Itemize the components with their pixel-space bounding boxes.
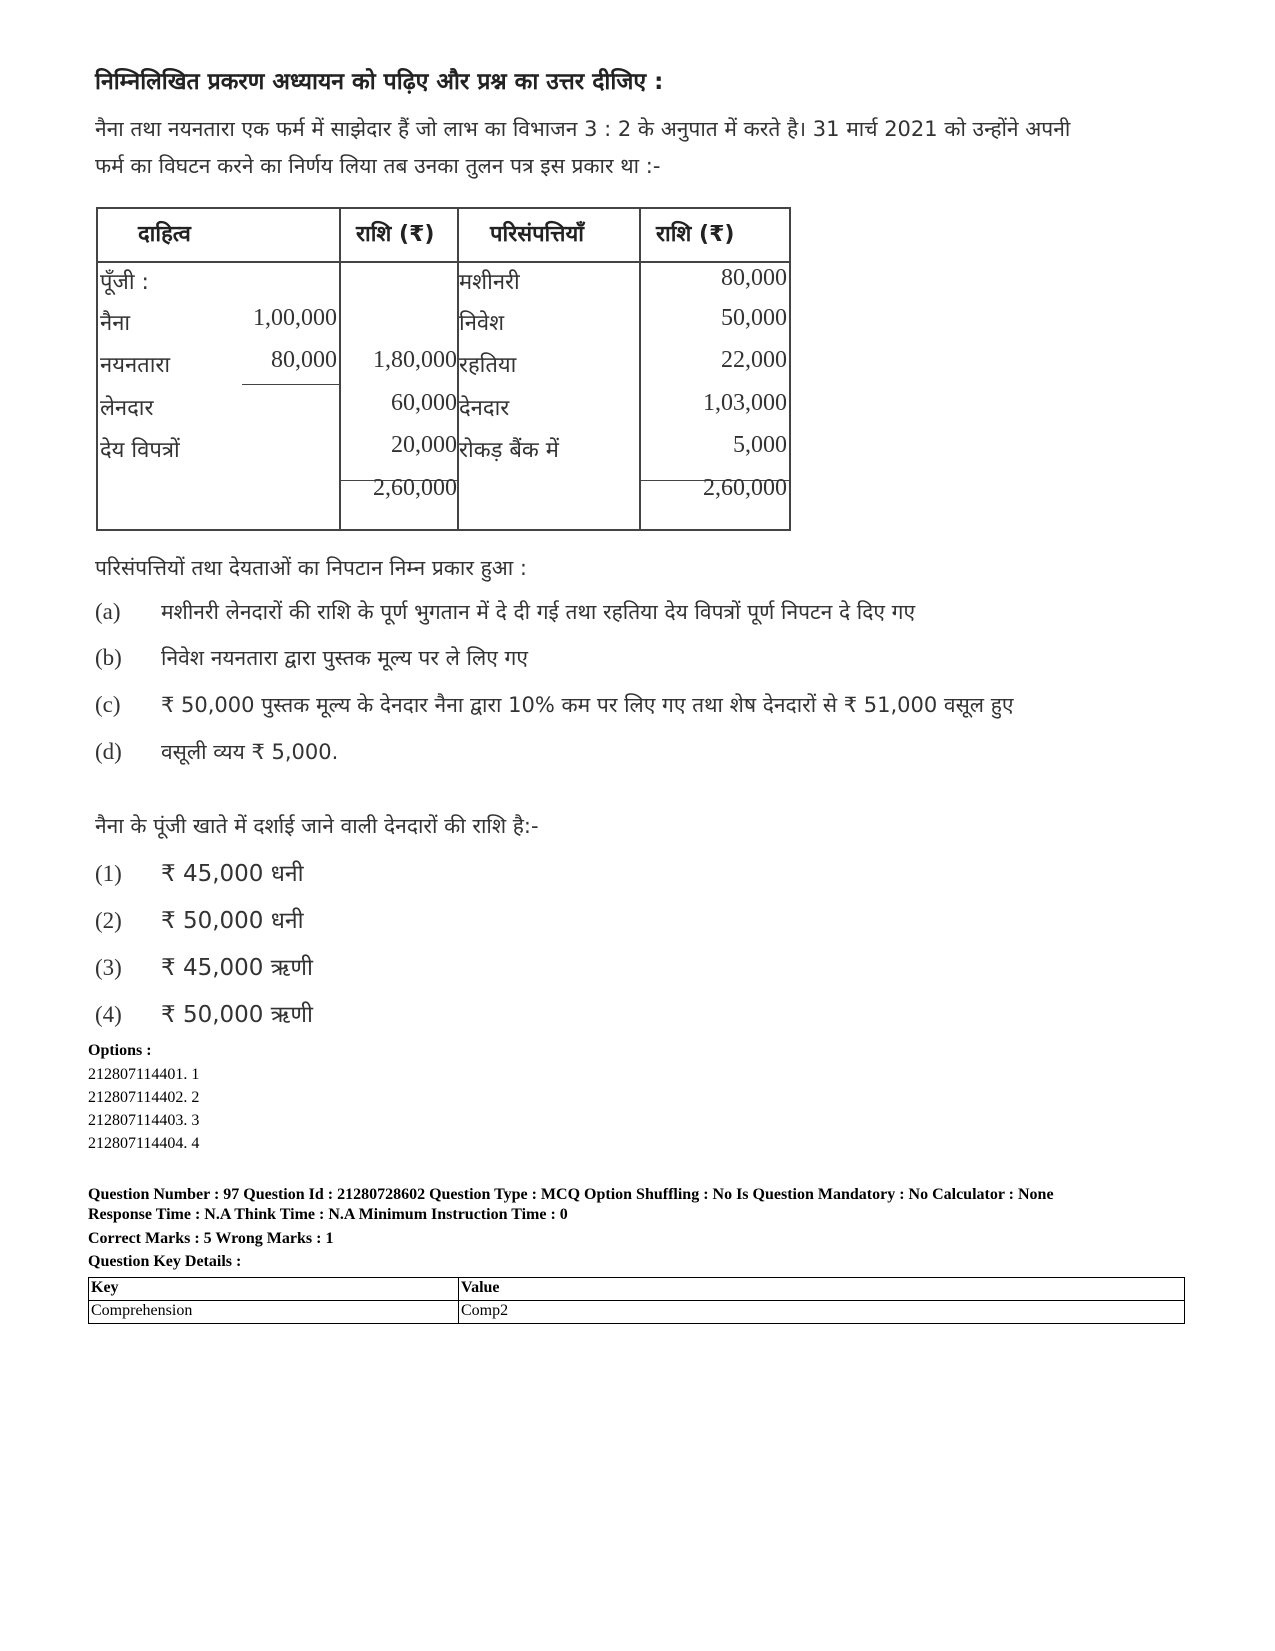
choice-text: ₹ 45,000 ऋणी <box>161 955 313 981</box>
naina-label: नैना <box>100 311 131 336</box>
answer-choice <box>95 950 313 982</box>
choice-label: (1) <box>95 861 122 886</box>
liabilities-total: 2,60,000 <box>373 475 457 501</box>
option-item: 212807114404. 4 <box>88 1135 200 1152</box>
settlement-item <box>95 691 1013 719</box>
key-column-header: Key <box>89 1278 459 1301</box>
choice-text: ₹ 50,000 ऋणी <box>161 1002 313 1028</box>
asset-label: मशीनरी <box>459 270 520 295</box>
value-column-header: Value <box>459 1278 1185 1301</box>
asset-amount: 5,000 <box>733 432 787 458</box>
header-liabilities: दाहित्व <box>138 222 191 247</box>
marks-line: Correct Marks : 5 Wrong Marks : 1 <box>88 1230 334 1247</box>
asset-amount: 22,000 <box>721 347 787 373</box>
nayantara-capital-amount: 80,000 <box>271 347 337 373</box>
item-text: वसूली व्यय ₹ 5,000. <box>161 740 339 764</box>
asset-amount: 50,000 <box>721 305 787 331</box>
key-details-heading: Question Key Details : <box>88 1253 242 1270</box>
asset-label: रहतिया <box>459 353 517 378</box>
capital-label: पूँजी : <box>100 270 149 295</box>
item-text: निवेश नयनतारा द्वारा पुस्तक मूल्य पर ले लिए गए <box>161 646 528 670</box>
item-label: (c) <box>95 692 121 717</box>
choice-text: ₹ 45,000 धनी <box>161 861 304 887</box>
settlement-item <box>95 598 915 626</box>
case-intro-line-2: फर्म का विघटन करने का निर्णय लिया तब उनका तुलन पत्र इस प्रकार था :- <box>95 154 661 178</box>
column-divider <box>639 209 641 529</box>
creditors-amount: 60,000 <box>391 390 457 416</box>
creditors-label: लेनदार <box>100 396 154 421</box>
value-cell: Comp2 <box>459 1301 1185 1324</box>
asset-label: निवेश <box>459 311 505 336</box>
table-header-row <box>89 1278 1185 1301</box>
item-text: मशीनरी लेनदारों की राशि के पूर्ण भुगतान में दे दी गई तथा रहतिया देय विपत्रों पूर्ण निपटन दे दिए गए <box>161 600 916 624</box>
option-item: 212807114402. 2 <box>88 1089 200 1106</box>
question-key-table <box>88 1277 1185 1324</box>
nayantara-label: नयनतारा <box>100 353 171 378</box>
assets-total: 2,60,000 <box>703 475 787 501</box>
item-label: (d) <box>95 739 122 764</box>
header-divider <box>98 261 789 263</box>
answer-choice <box>95 856 304 888</box>
choice-label: (2) <box>95 908 122 933</box>
header-amount-assets: राशि (₹) <box>656 222 735 247</box>
bills-payable-label: देय विपत्रों <box>100 438 180 463</box>
options-heading: Options : <box>88 1042 152 1059</box>
balance-sheet-table <box>96 207 791 531</box>
option-item: 212807114401. 1 <box>88 1066 200 1083</box>
column-divider <box>339 209 341 529</box>
settlement-item <box>95 738 338 766</box>
asset-label: रोकड़ बैंक में <box>459 438 559 463</box>
header-assets: परिसंपत्तियाँ <box>490 222 584 247</box>
choice-label: (4) <box>95 1002 122 1027</box>
asset-label: देनदार <box>459 396 510 421</box>
asset-amount: 80,000 <box>721 265 787 291</box>
case-study-heading: निम्निलिखित प्रकरण अध्यायन को पढ़िए और प्रश्न का उत्तर दीजिए : <box>95 69 664 95</box>
capital-total-amount: 1,80,000 <box>373 347 457 373</box>
item-text: ₹ 50,000 पुस्तक मूल्य के देनदार नैना द्वारा 10% कम पर लिए गए तथा शेष देनदारों से ₹ 51,000 वसूल हुए <box>161 693 1014 717</box>
question-meta-line: Question Number : 97 Question Id : 21280728602 Question Type : MCQ Option Shuffling : No Is Question Mandatory : No Calculator : None <box>88 1186 1054 1203</box>
item-label: (a) <box>95 599 121 624</box>
subtotal-underline <box>242 384 339 385</box>
question-meta-line: Response Time : N.A Think Time : N.A Minimum Instruction Time : 0 <box>88 1206 568 1223</box>
settlement-intro: परिसंपत्तियों तथा देयताओं का निपटान निम्न प्रकार हुआ : <box>95 556 527 580</box>
key-cell: Comprehension <box>89 1301 459 1324</box>
naina-capital-amount: 1,00,000 <box>253 305 337 331</box>
settlement-item <box>95 644 528 672</box>
item-label: (b) <box>95 645 122 670</box>
choice-text: ₹ 50,000 धनी <box>161 908 304 934</box>
table-row <box>89 1301 1185 1324</box>
question-text: नैना के पूंजी खाते में दर्शाई जाने वाली देनदारों की राशि है:- <box>95 814 539 838</box>
bills-payable-amount: 20,000 <box>391 432 457 458</box>
asset-amount: 1,03,000 <box>703 390 787 416</box>
case-intro-line-1: नैना तथा नयनतारा एक फर्म में साझेदार हैं जो लाभ का विभाजन 3 : 2 के अनुपात में करते है। 31 मार्च 2021 को उन्होंने अपनी <box>95 117 1071 141</box>
option-item: 212807114403. 3 <box>88 1112 200 1129</box>
choice-label: (3) <box>95 955 122 980</box>
header-amount-liabilities: राशि (₹) <box>356 222 435 247</box>
answer-choice <box>95 997 313 1029</box>
answer-choice <box>95 903 304 935</box>
